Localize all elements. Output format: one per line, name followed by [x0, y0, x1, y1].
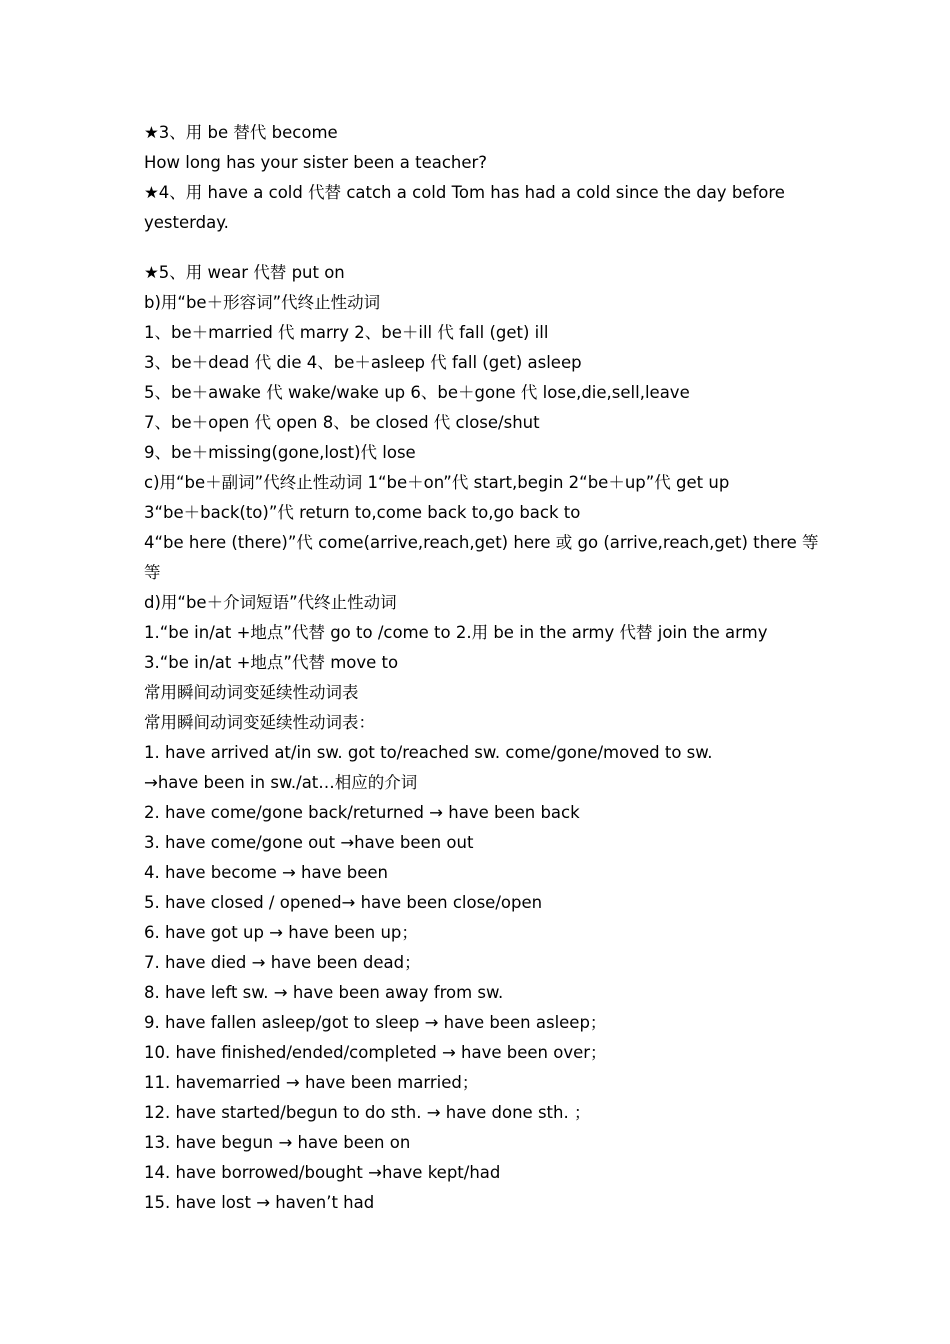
text-line: 7、be＋open 代 open 8、be closed 代 close/shut [144, 413, 540, 432]
text-line: d)用“be＋介词短语”代终止性动词 [144, 593, 397, 612]
text-line: 5. have closed / opened→ have been close/open [144, 893, 543, 912]
text-line: 1.“be in/at +地点”代替 go to /come to 2.用 be in the army 代替 join the army [144, 623, 768, 642]
text-line: 3. have come/gone out →have been out [144, 833, 474, 852]
text-line: 10. have finished/ended/completed → have been over； [144, 1043, 607, 1062]
text-line: 8. have left sw. → have been away from sw. [144, 983, 504, 1002]
text-line: 13. have begun → have been on [144, 1133, 411, 1152]
text-line: 6. have got up → have been up； [144, 923, 418, 942]
document-page [144, 118, 824, 1218]
text-line: c)用“be＋副词”代终止性动词 1“be＋on”代 start,begin 2“be＋up”代 get up [144, 473, 730, 492]
text-line: How long has your sister been a teacher? [144, 153, 488, 172]
text-line: 2. have come/gone back/returned → have been back [144, 803, 580, 822]
text-line: ★5、用 wear 代替 put on [144, 263, 345, 282]
text-line: 11. havemarried → have been married； [144, 1073, 479, 1092]
text-line: ★3、用 be 替代 become [144, 123, 338, 142]
text-line: 3“be＋back(to)”代 return to,come back to,go back to [144, 503, 581, 522]
text-line: 5、be＋awake 代 wake/wake up 6、be＋gone 代 lose,die,sell,leave [144, 383, 690, 402]
text-line: 4. have become → have been [144, 863, 389, 882]
text-line: 15. have lost → haven’t had [144, 1193, 375, 1212]
text-line: 12. have started/begun to do sth. → have done sth. ； [144, 1103, 591, 1122]
text-line: 9、be＋missing(gone,lost)代 lose [144, 443, 416, 462]
text-line: ★4、用 have a cold 代替 catch a cold Tom has had a cold since the day before yesterday. [144, 183, 785, 232]
text-line: 1. have arrived at/in sw. got to/reached sw. come/gone/moved to sw. [144, 743, 713, 762]
text-line: b)用“be＋形容词”代终止性动词 [144, 293, 381, 312]
blank-line [144, 238, 824, 258]
text-line: 3、be＋dead 代 die 4、be＋asleep 代 fall (get) asleep [144, 353, 582, 372]
text-line: 3.“be in/at +地点”代替 move to [144, 653, 399, 672]
text-line: 7. have died → have been dead； [144, 953, 421, 972]
text-line: 4“be here (there)”代 come(arrive,reach,get) here 或 go (arrive,reach,get) there 等等 [144, 533, 819, 582]
text-line: 1、be＋married 代 marry 2、be＋ill 代 fall (get) ill [144, 323, 549, 342]
text-line: →have been in sw./at…相应的介词 [144, 773, 418, 792]
text-line: 14. have borrowed/bought →have kept/had [144, 1163, 501, 1182]
text-line: 9. have fallen asleep/got to sleep → have been asleep； [144, 1013, 607, 1032]
text-line: 常用瞬间动词变延续性动词表 [144, 683, 359, 702]
text-line: 常用瞬间动词变延续性动词表： [144, 713, 375, 732]
